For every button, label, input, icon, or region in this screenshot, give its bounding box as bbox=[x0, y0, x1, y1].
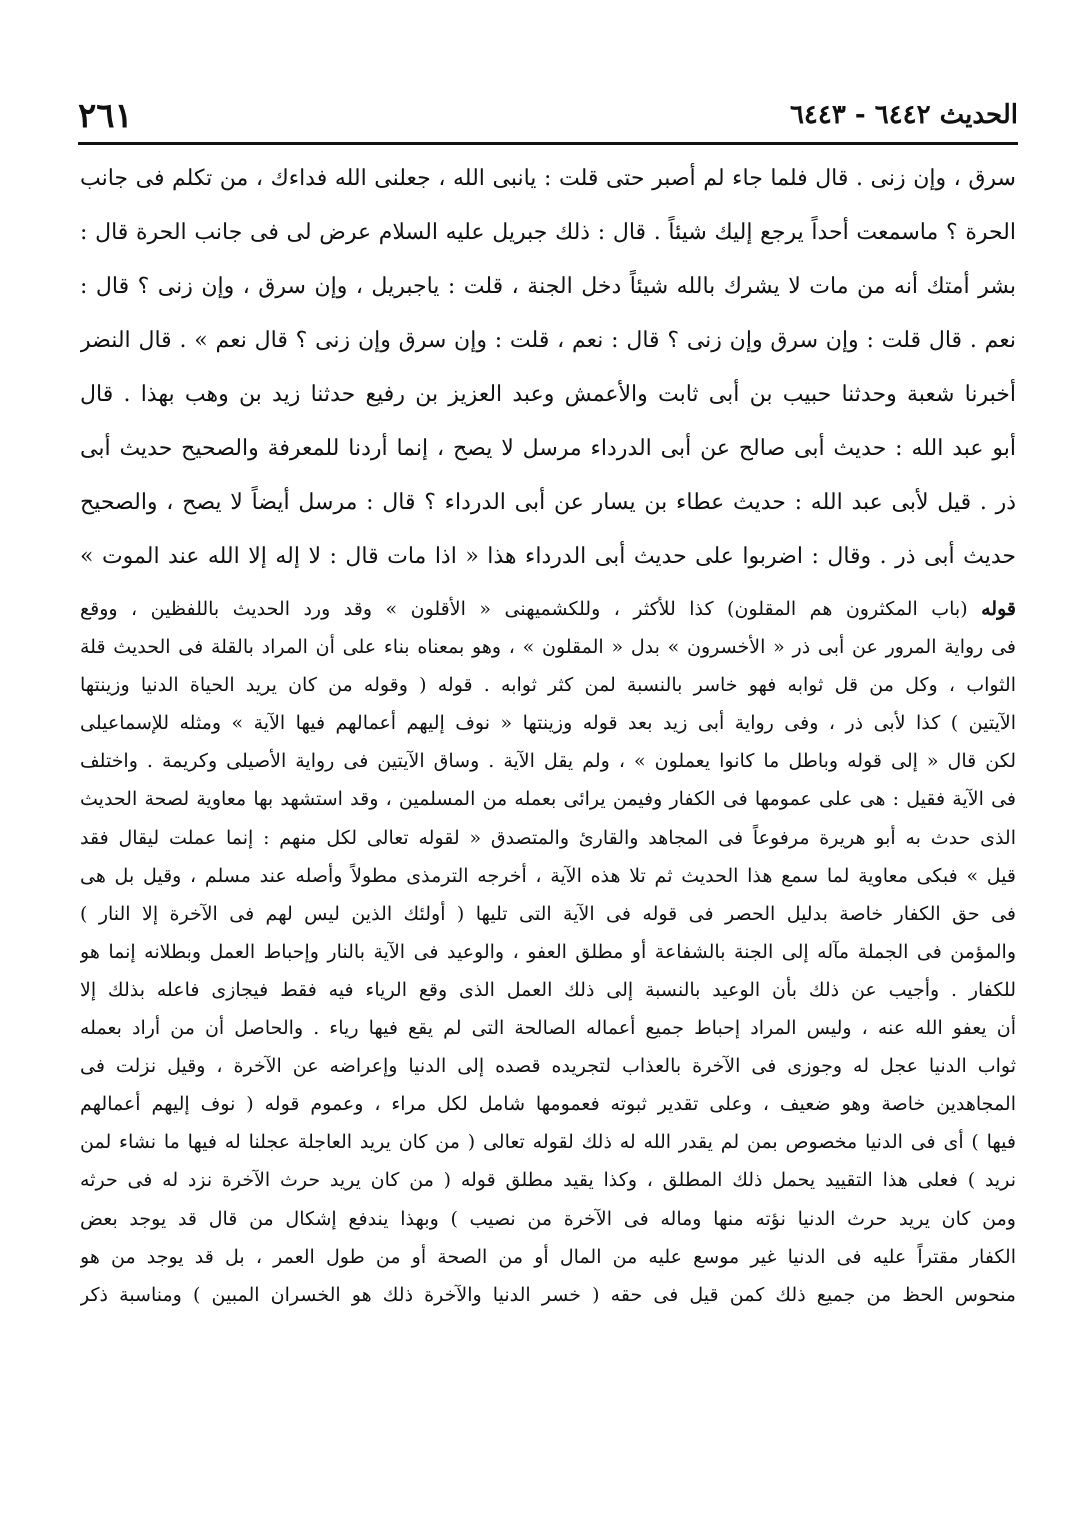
hadith-line: أبو عبد الله : حديث أبى صالح عن أبى الدرداء مرسل لا يصح ، إنما أردنا للمعرفة والصحيح حديث أبى bbox=[80, 436, 1016, 461]
running-title: الحديث ٦٤٤٢ - ٦٤٤٣ bbox=[789, 100, 1018, 130]
hadith-line: أخبرنا شعبة وحدثنا حبيب بن أبى ثابت والأعمش وعبد العزيز بن رفيع حدثنا زيد بن وهب بهذا . قال bbox=[80, 382, 1016, 407]
commentary-line: الذى حدث به أبو هريرة مرفوعاً فى المجاهد والقارئ والمتصدق « لقوله تعالى لكل منهم : إنما عملت ليقال فقد bbox=[80, 826, 1016, 849]
header-divider bbox=[78, 142, 1018, 145]
commentary-line: للكفار . وأجيب عن ذلك بأن الوعيد بالنسبة إلى ذلك العمل الذى وقع الرياء فيه فقط فيجازى فاعله بذلك إلا bbox=[80, 978, 1016, 1001]
commentary-line: فى حق الكفار خاصة بدليل الحصر فى قوله فى الآية التى تليها ( أولئك الذين ليس لهم فى الآخرة إلا النار ) bbox=[80, 902, 1016, 925]
commentary-line: فى الآية فقيل : هى على عمومها فى الكفار وفيمن يرائى بعمله من المسلمين ، وقد استشهد بها معاوية لصحة الحديث bbox=[80, 788, 1016, 811]
page-body bbox=[80, 152, 1016, 1314]
commentary-line: أن يعفو الله عنه ، وليس المراد إحباط جميع أعماله الصالحة التى لم يقع فيها رياء . والحاصل أن من أراد بعمله bbox=[80, 1017, 1016, 1040]
commentary-line: منحوس الحظ من جميع ذلك كمن قيل فى حقه ( خسر الدنيا والآخرة ذلك هو الخسران المبين ) ومناسبة ذكر bbox=[80, 1283, 1016, 1306]
commentary-line: ومن كان يريد حرث الدنيا نؤته منها وماله فى الآخرة من نصيب ) وبهذا يندفع إشكال من قال قد يوجد بعض bbox=[80, 1207, 1016, 1230]
hadith-line: ذر . قيل لأبى عبد الله : حديث عطاء بن يسار عن أبى الدرداء ؟ قال : مرسل أيضاً لا يصح ، والصحيح bbox=[80, 490, 1016, 515]
commentary-line: لكن قال « إلى قوله وباطل ما كانوا يعملون » ، ولم يقل الآية . وساق الآيتين فى رواية الأصيلى وكريمة . واختلف bbox=[80, 750, 1016, 773]
page-number: ٢٦١ bbox=[78, 96, 133, 136]
commentary-line-text: (باب المكثرون هم المقلون) كذا للأكثر ، وللكشميهنى « الأقلون » وقد ورد الحديث باللفظين ، ووقع bbox=[80, 598, 968, 620]
commentary-text bbox=[80, 590, 1016, 1314]
commentary-line: والمؤمن فى الجملة مآله إلى الجنة بالشفاعة أو مطلق العفو ، والوعيد فى الآية بالنار وإحباط العمل وبطلانه إنما هو bbox=[80, 940, 1016, 963]
commentary-line: ثواب الدنيا عجل له وجوزى فى الآخرة بالعذاب لتجريده قصده إلى الدنيا وإعراضه عن الآخرة ، وقيل نزلت فى bbox=[80, 1055, 1016, 1078]
commentary-line: المجاهدين خاصة وهو ضعيف ، وعلى تقدير ثبوته فعمومها شامل لكل مراء ، وعموم قوله ( نوف إليهم أعمالهم bbox=[80, 1093, 1016, 1116]
commentary-keyword: قوله bbox=[981, 598, 1016, 620]
commentary-line: فيها ) أى فى الدنيا مخصوص بمن لم يقدر الله له ذلك لقوله تعالى ( من كان يريد العاجلة عجلنا له فيها ما نشاء لمن bbox=[80, 1131, 1016, 1154]
commentary-line: فى رواية المرور عن أبى ذر « الأخسرون » بدل « المقلون » ، وهو بمعناه بناء على أن المراد بالقلة فى الحديث قلة bbox=[80, 636, 1016, 659]
commentary-line bbox=[80, 590, 1016, 628]
hadith-line: الحرة ؟ ماسمعت أحداً يرجع إليك شيئاً . قال : ذلك جبريل عليه السلام عرض لى فى جانب الحرة قال : bbox=[80, 220, 1016, 245]
hadith-line: بشر أمتك أنه من مات لا يشرك بالله شيئاً دخل الجنة ، قلت : ياجبريل ، وإن سرق ، وإن زنى ؟ قال : bbox=[80, 274, 1016, 299]
hadith-line: حديث أبى ذر . وقال : اضربوا على حديث أبى الدرداء هذا « اذا مات قال : لا إله إلا الله عند الموت » bbox=[80, 544, 1016, 569]
page-header bbox=[78, 96, 1018, 144]
commentary-line: قيل » فبكى معاوية لما سمع هذا الحديث ثم تلا هذه الآية ، أخرجه الترمذى مطولاً وأصله عند مسلم ، وقيل بل هى bbox=[80, 864, 1016, 887]
commentary-line: الثواب ، وكل من قل ثوابه فهو خاسر بالنسبة لمن كثر ثوابه . قوله ( وقوله من كان يريد الحياة الدنيا وزينتها bbox=[80, 674, 1016, 697]
commentary-line: الكفار مقتراً عليه فى الدنيا غير موسع عليه من المال أو من الصحة أو من طول العمر ، بل قد يوجد من هو bbox=[80, 1245, 1016, 1268]
commentary-line: نريد ) فعلى هذا التقييد يحمل ذلك المطلق ، وكذا يقيد مطلق قوله ( من كان يريد حرث الآخرة نزد له فى حرثه bbox=[80, 1169, 1016, 1192]
hadith-text bbox=[80, 152, 1016, 584]
hadith-line: نعم . قال قلت : وإن سرق وإن زنى ؟ قال : نعم ، قلت : وإن سرق وإن زنى ؟ قال نعم » . قال النضر bbox=[80, 328, 1016, 353]
hadith-line: سرق ، وإن زنى . قال فلما جاء لم أصبر حتى قلت : يانبى الله ، جعلنى الله فداءك ، من تكلم فى جانب bbox=[80, 166, 1016, 191]
commentary-line: الآيتين ) كذا لأبى ذر ، وفى رواية أبى زيد بعد قوله وزينتها « نوف إليهم أعمالهم فيها الآية » ومثله للإسماعيلى bbox=[80, 712, 1016, 735]
